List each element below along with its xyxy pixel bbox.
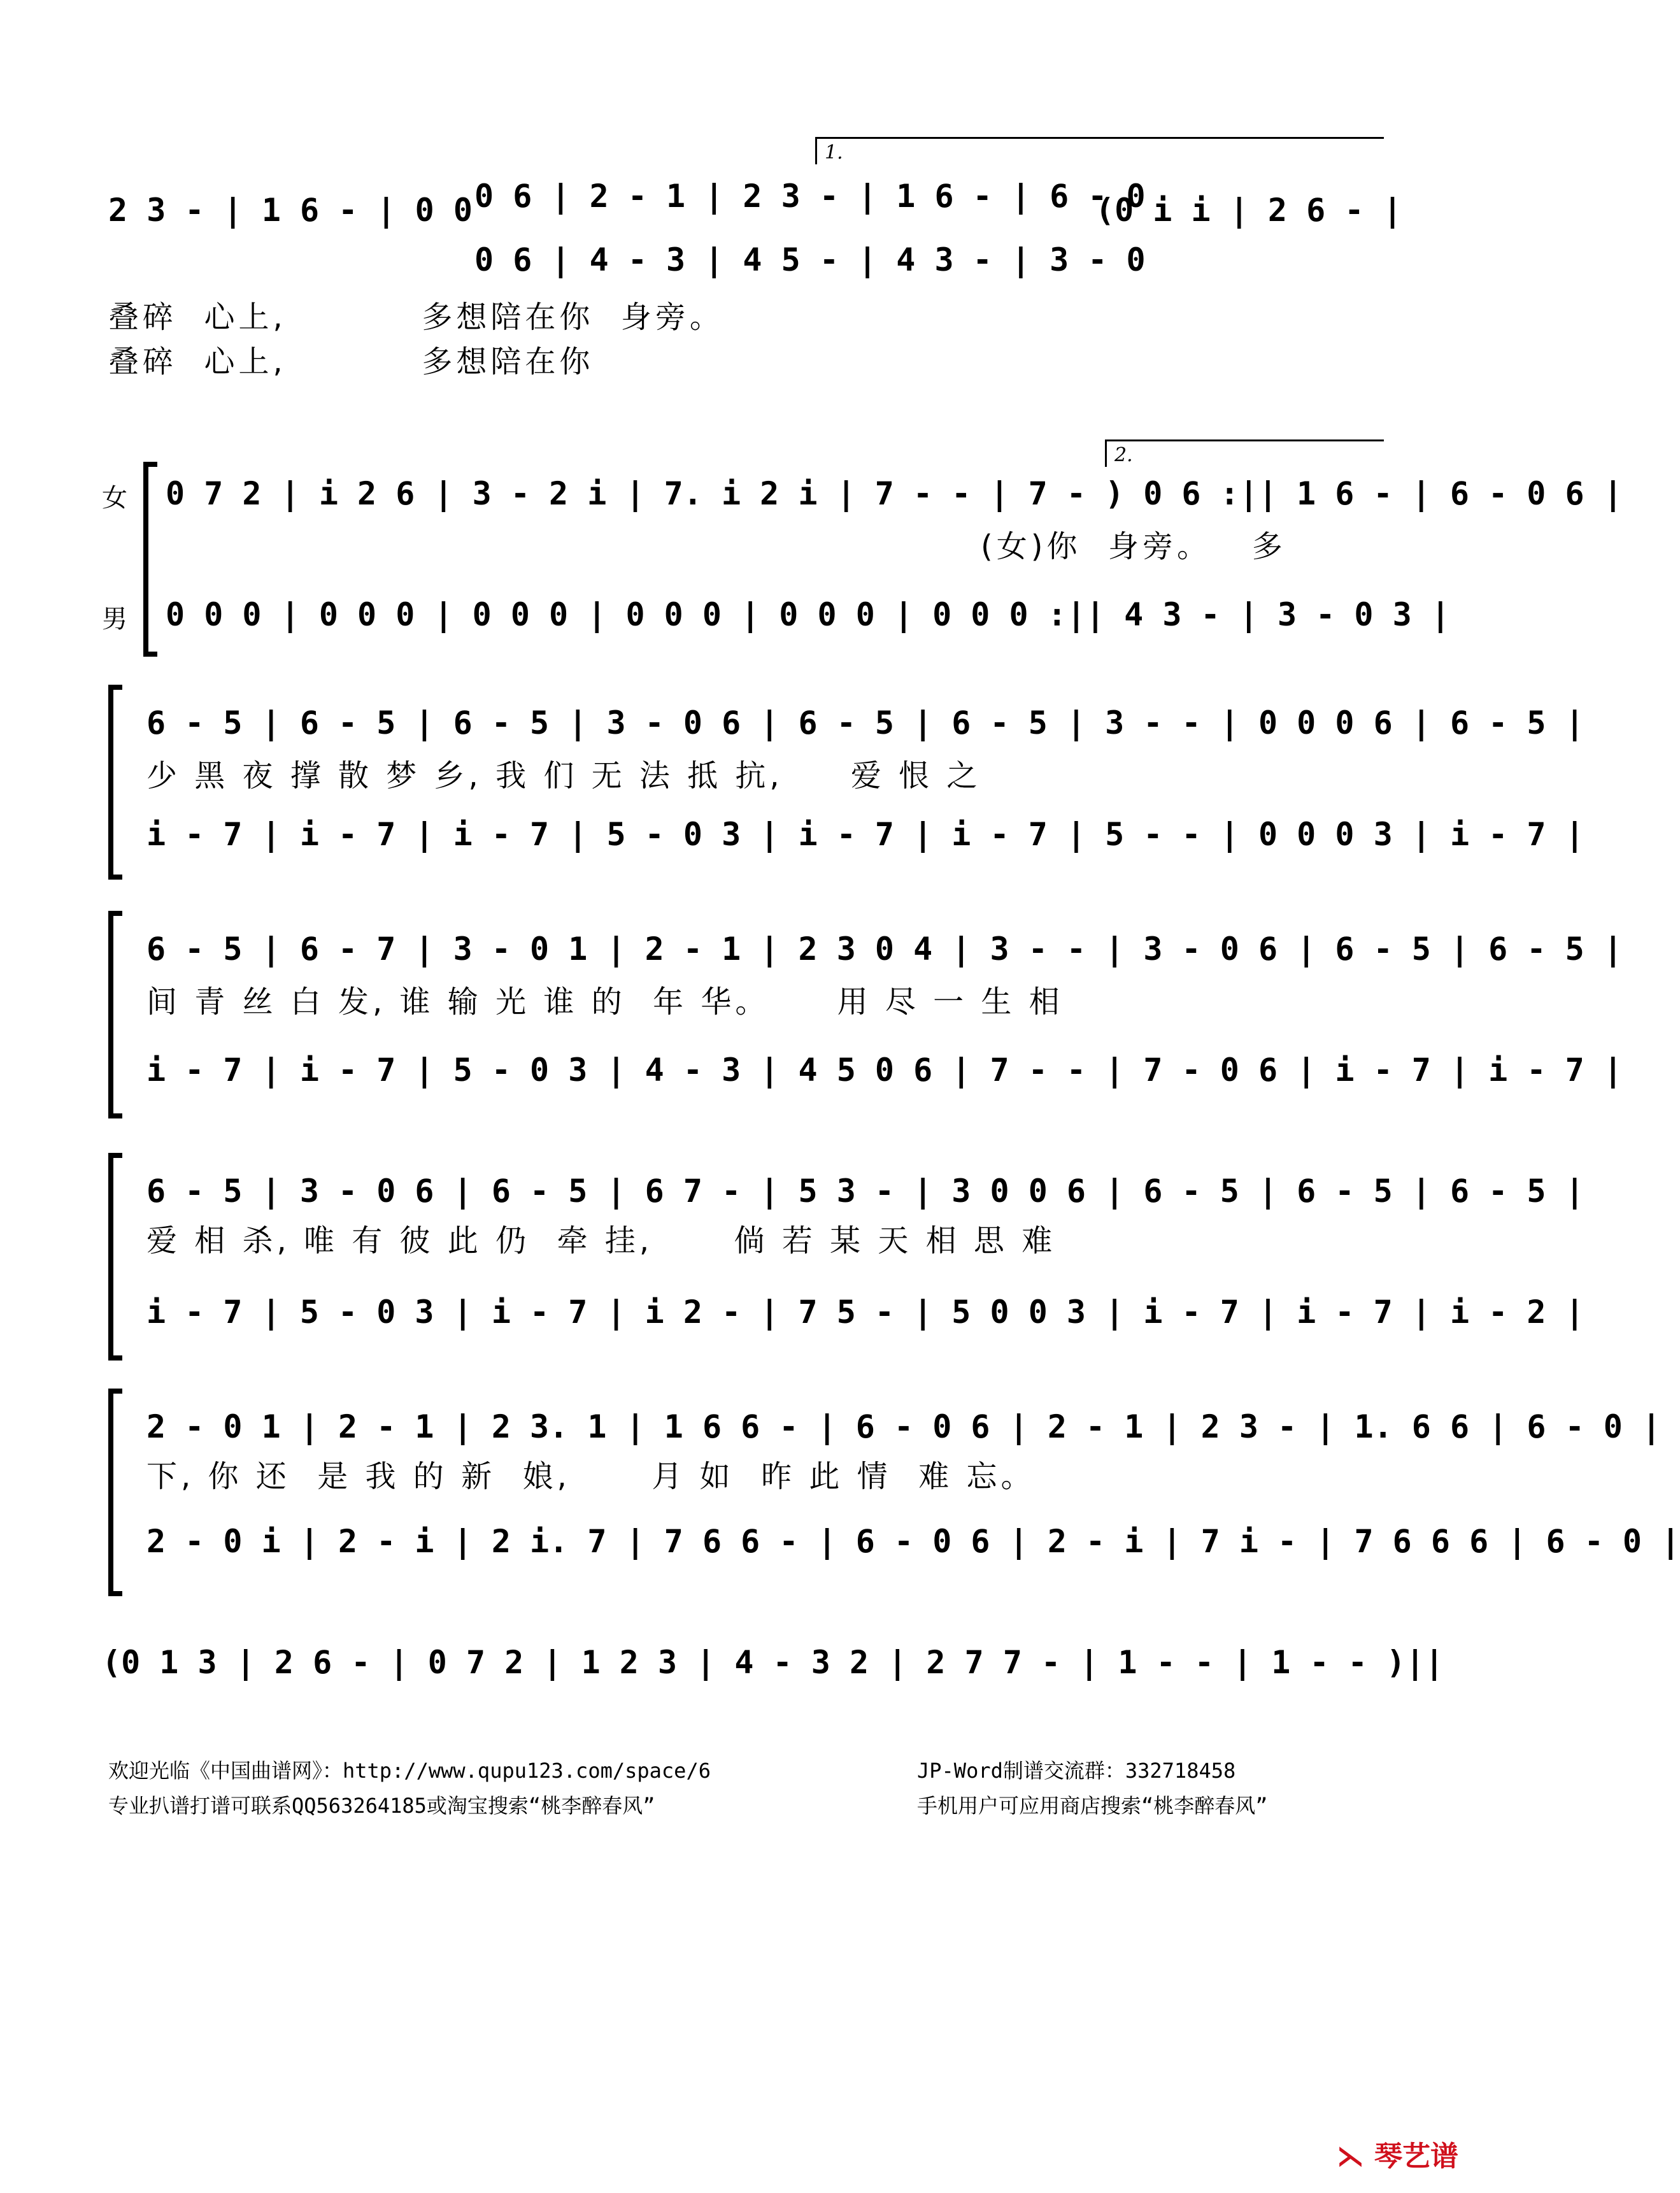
volta-first bbox=[815, 137, 1384, 164]
lyric-line: 少 黑 夜 撑 散 梦 乡, 我 们 无 法 抵 抗, 爱 恨 之 bbox=[146, 758, 981, 794]
notation-line: i - 7 | i - 7 | 5 - 0 3 | 4 - 3 | 4 5 0 6 | 7 - - | 7 - 0 6 | i - 7 | i - 7 | bbox=[146, 1052, 1623, 1089]
notation-line: 6 - 5 | 3 - 0 6 | 6 - 5 | 6 7 - | 5 3 - | 3 0 0 6 | 6 - 5 | 6 - 5 | 6 - 5 | bbox=[146, 1173, 1584, 1210]
logo-text: 琴艺谱 bbox=[1374, 2140, 1458, 2173]
notation-line: i - 7 | i - 7 | i - 7 | 5 - 0 3 | i - 7 | i - 7 | 5 - - | 0 0 0 3 | i - 7 | bbox=[146, 816, 1584, 853]
system-brace-s2 bbox=[143, 462, 157, 657]
lyric-line: (女)你 身旁。 多 bbox=[981, 529, 1286, 564]
lyric-line: 叠碎 心上, 多想陪在你 bbox=[108, 344, 594, 380]
notation-line: (0 1 3 | 2 6 - | 0 7 2 | 1 2 3 | 4 - 3 2 | 2 7 7 - | 1 - - | 1 - - )|| bbox=[102, 1644, 1444, 1681]
footer-line2-right: 手机用户可应用商店搜索“桃李醉春风” bbox=[917, 1794, 1268, 1818]
system-brace-s6 bbox=[108, 1389, 122, 1596]
footer-line2-left: 专业扒谱打谱可联系QQ563264185或淘宝搜索“桃李醉春风” bbox=[108, 1794, 655, 1818]
notation-line: 0 6 | 2 - 1 | 2 3 - | 1 6 - | 6 - 0 bbox=[474, 178, 1146, 215]
lyric-line: 叠碎 心上, 多想陪在你 身旁。 bbox=[108, 299, 724, 335]
lyric-line: 间 青 丝 白 发, 谁 输 光 谁 的 年 华。 用 尽 一 生 相 bbox=[146, 984, 1064, 1020]
volta-second-label: 2. bbox=[1114, 444, 1133, 466]
notation-line: 0 6 | 4 - 3 | 4 5 - | 4 3 - | 3 - 0 bbox=[474, 241, 1146, 278]
voice-label-male: 男 bbox=[102, 604, 127, 634]
volta-first-label: 1. bbox=[825, 141, 843, 164]
notation-line: 2 - 0 1 | 2 - 1 | 2 3. 1 | 1 6 6 - | 6 - 0 6 | 2 - 1 | 2 3 - | 1. 6 6 | 6 - 0 | bbox=[146, 1408, 1662, 1445]
lyric-line: 爱 相 杀, 唯 有 彼 此 仍 牵 挂, 倘 若 某 天 相 思 难 bbox=[146, 1223, 1057, 1259]
system-brace-s3 bbox=[108, 685, 122, 880]
notation-line: 0 7 2 | i 2 6 | 3 - 2 i | 7. i 2 i | 7 - - | 7 - ) 0 6 :|| 1 6 - | 6 - 0 6 | bbox=[166, 475, 1623, 512]
notation-line: 6 - 5 | 6 - 7 | 3 - 0 1 | 2 - 1 | 2 3 0 4 | 3 - - | 3 - 0 6 | 6 - 5 | 6 - 5 | bbox=[146, 931, 1623, 968]
notation-line: 0 0 0 | 0 0 0 | 0 0 0 | 0 0 0 | 0 0 0 | 0 0 0 :|| 4 3 - | 3 - 0 3 | bbox=[166, 596, 1450, 633]
notation-line: 2 - 0 i | 2 - i | 2 i. 7 | 7 6 6 - | 6 - 0 6 | 2 - i | 7 i - | 7 6 6 6 | 6 - 0 | bbox=[146, 1523, 1680, 1560]
footer-line1-left: 欢迎光临《中国曲谱网》：http://www.qupu123.com/space/6 bbox=[108, 1759, 711, 1783]
system-brace-s4 bbox=[108, 911, 122, 1118]
notation-line: 6 - 5 | 6 - 5 | 6 - 5 | 3 - 0 6 | 6 - 5 | 6 - 5 | 3 - - | 0 0 0 6 | 6 - 5 | bbox=[146, 704, 1584, 741]
volta-second bbox=[1105, 439, 1384, 467]
site-logo bbox=[1337, 2133, 1458, 2174]
lyric-line: 下, 你 还 是 我 的 新 娘, 月 如 昨 此 情 难 忘。 bbox=[146, 1459, 1036, 1494]
footer-line1-right: JP-Word制谱交流群：332718458 bbox=[917, 1759, 1236, 1783]
voice-label-female: 女 bbox=[102, 483, 127, 513]
notation-line: (0 i i | 2 6 - | bbox=[1095, 192, 1402, 229]
logo-icon: ⋋ bbox=[1336, 2140, 1374, 2173]
notation-line: 2 3 - | 1 6 - | 0 0 bbox=[108, 192, 473, 229]
notation-line: i - 7 | 5 - 0 3 | i - 7 | i 2 - | 7 5 - | 5 0 0 3 | i - 7 | i - 7 | i - 2 | bbox=[146, 1294, 1584, 1331]
system-brace-s5 bbox=[108, 1153, 122, 1361]
